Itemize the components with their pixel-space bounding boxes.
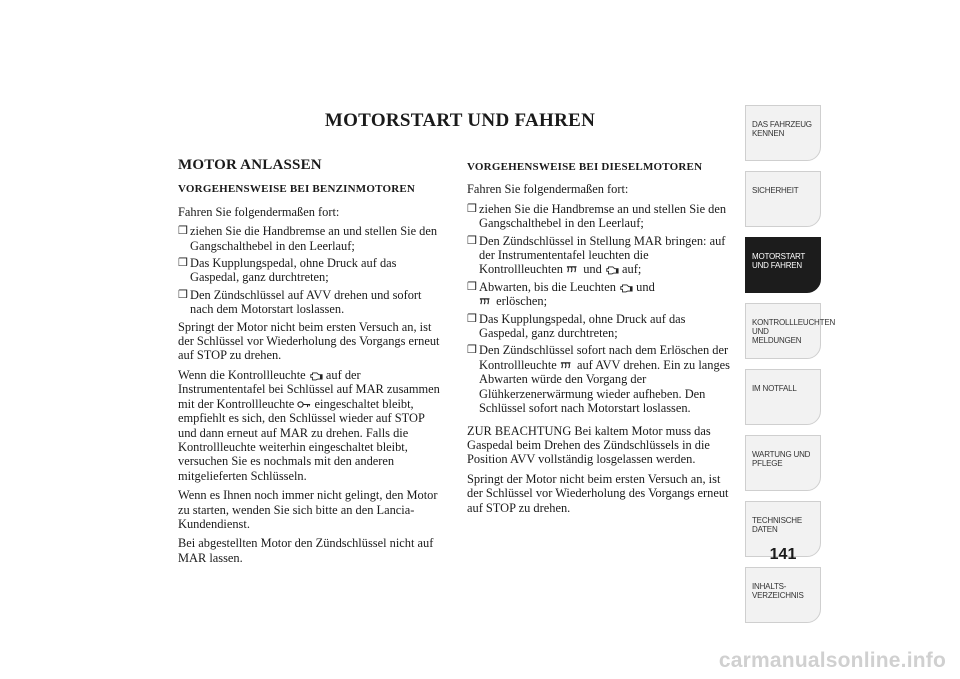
- list-item: ❒ ziehen Sie die Handbremse an und stellen Sie den Gangschalthebel in den Leerlauf;: [467, 201, 727, 231]
- checkbox-bullet-icon: ❒: [178, 257, 188, 270]
- list-item: ❒ Abwarten, bis die Leuchten und erlöschen;: [467, 279, 655, 309]
- right-column: [467, 160, 733, 520]
- checkbox-bullet-icon: ❒: [467, 344, 477, 357]
- list-item: ❒ Den Zündschlüssel in Stellung MAR bringen: auf der Instrumententafel leuchten die Kontrollleuchten und auf;: [467, 233, 726, 277]
- glow-plug-icon: [566, 264, 580, 275]
- tab-technische-daten[interactable]: TECHNISCHE DATEN: [745, 501, 821, 557]
- tab-sicherheit[interactable]: SICHERHEIT: [745, 171, 821, 227]
- glow-plug-icon: [560, 360, 574, 371]
- checkbox-bullet-icon: ❒: [467, 234, 477, 247]
- engine-warning-icon: [605, 264, 619, 275]
- list-item: ❒ Das Kupplungspedal, ohne Druck auf das Gaspedal, ganz durchtreten;: [467, 311, 686, 341]
- checkbox-bullet-icon: ❒: [467, 280, 477, 293]
- key-code-icon: [297, 399, 311, 410]
- checkbox-bullet-icon: ❒: [467, 312, 477, 325]
- paragraph: Bei abgestellten Motor den Zündschlüssel nicht auf MAR lassen.: [178, 536, 434, 565]
- engine-warning-icon: [619, 282, 633, 293]
- list-item: ❒ Das Kupplungspedal, ohne Druck auf das Gaspedal, ganz durchtreten;: [178, 256, 397, 285]
- watermark: carmanualsonline.info: [718, 649, 946, 672]
- paragraph: Springt der Motor nicht beim ersten Versuch an, ist der Schlüssel vor Wiederholung des Vorgangs erneut auf STOP zu drehen.: [178, 319, 440, 363]
- list-item: ❒ Den Zündschlüssel auf AVV drehen und sofort nach dem Motorstart loslassen.: [178, 287, 422, 317]
- paragraph: Springt der Motor nicht beim ersten Versuch an, ist der Schlüssel vor Wiederholung des Vorgangs erneut auf STOP zu drehen.: [467, 471, 729, 515]
- intro-text: Fahren Sie folgendermaßen fort:: [467, 182, 629, 197]
- list-item: ❒ ziehen Sie die Handbremse an und stellen Sie den Gangschalthebel in den Leerlauf;: [178, 224, 438, 253]
- left-column: [178, 158, 446, 570]
- note-paragraph: ZUR BEACHTUNG Bei kaltem Motor muss das Gaspedal beim Drehen des Zündschlüssels in die Position AVV vollständig losgelassen werden.: [467, 423, 711, 467]
- paragraph: Wenn es Ihnen noch immer nicht gelingt, den Motor zu starten, wenden Sie sich bitte an den Lancia-Kundendienst.: [178, 488, 438, 531]
- page-title: MOTORSTART UND FAHREN: [324, 110, 596, 131]
- tab-inhaltsverzeichnis[interactable]: INHALTS-VERZEICHNIS: [745, 567, 821, 623]
- subsection-title-diesel: VORGEHENSWEISE BEI DIESELMOTOREN: [467, 161, 703, 173]
- list-item: ❒ Den Zündschlüssel sofort nach dem Erlöschen der Kontrollleuchte auf AVV drehen. Ein zu langes Abwarten würde den Vorgang der Glühkerzenerwärmung wieder aufheben. Den Schlüssel sofort nach Motorstart loslassen.: [467, 343, 730, 416]
- checkbox-bullet-icon: ❒: [178, 288, 188, 301]
- tab-motorstart-und-fahren[interactable]: MOTORSTART UND FAHREN: [745, 237, 821, 293]
- tab-kontrollleuchten[interactable]: KONTROLLLEUCHTEN UND MELDUNGEN: [745, 303, 821, 359]
- engine-warning-icon: [309, 370, 323, 381]
- checkbox-bullet-icon: ❒: [467, 202, 477, 215]
- subsection-title-petrol: VORGEHENSWEISE BEI BENZINMOTOREN: [178, 183, 416, 196]
- intro-text: Fahren Sie folgendermaßen fort:: [178, 204, 340, 219]
- page-number: 141: [769, 546, 797, 563]
- section-title: MOTOR ANLASSEN: [178, 157, 322, 173]
- tab-wartung-und-pflege[interactable]: WARTUNG UND PFLEGE: [745, 435, 821, 491]
- tab-im-notfall[interactable]: IM NOTFALL: [745, 369, 821, 425]
- checkbox-bullet-icon: ❒: [178, 225, 188, 238]
- tab-das-fahrzeug-kennen[interactable]: DAS FAHRZEUG KENNEN: [745, 105, 821, 161]
- paragraph: Wenn die Kontrollleuchte auf der Instrumententafel bei Schlüssel auf MAR zusammen mit der Kontrollleuchte eingeschaltet bleibt, empfiehlt es sich, den Schlüssel wieder auf STOP und dann erneut auf MAR zu drehen. Falls die Kontrollleuchte weiterhin eingeschaltet bleibt, versuchen Sie es nochmals mit den anderen mitgelieferten Schlüsseln.: [178, 367, 440, 483]
- glow-plug-icon: [479, 296, 493, 307]
